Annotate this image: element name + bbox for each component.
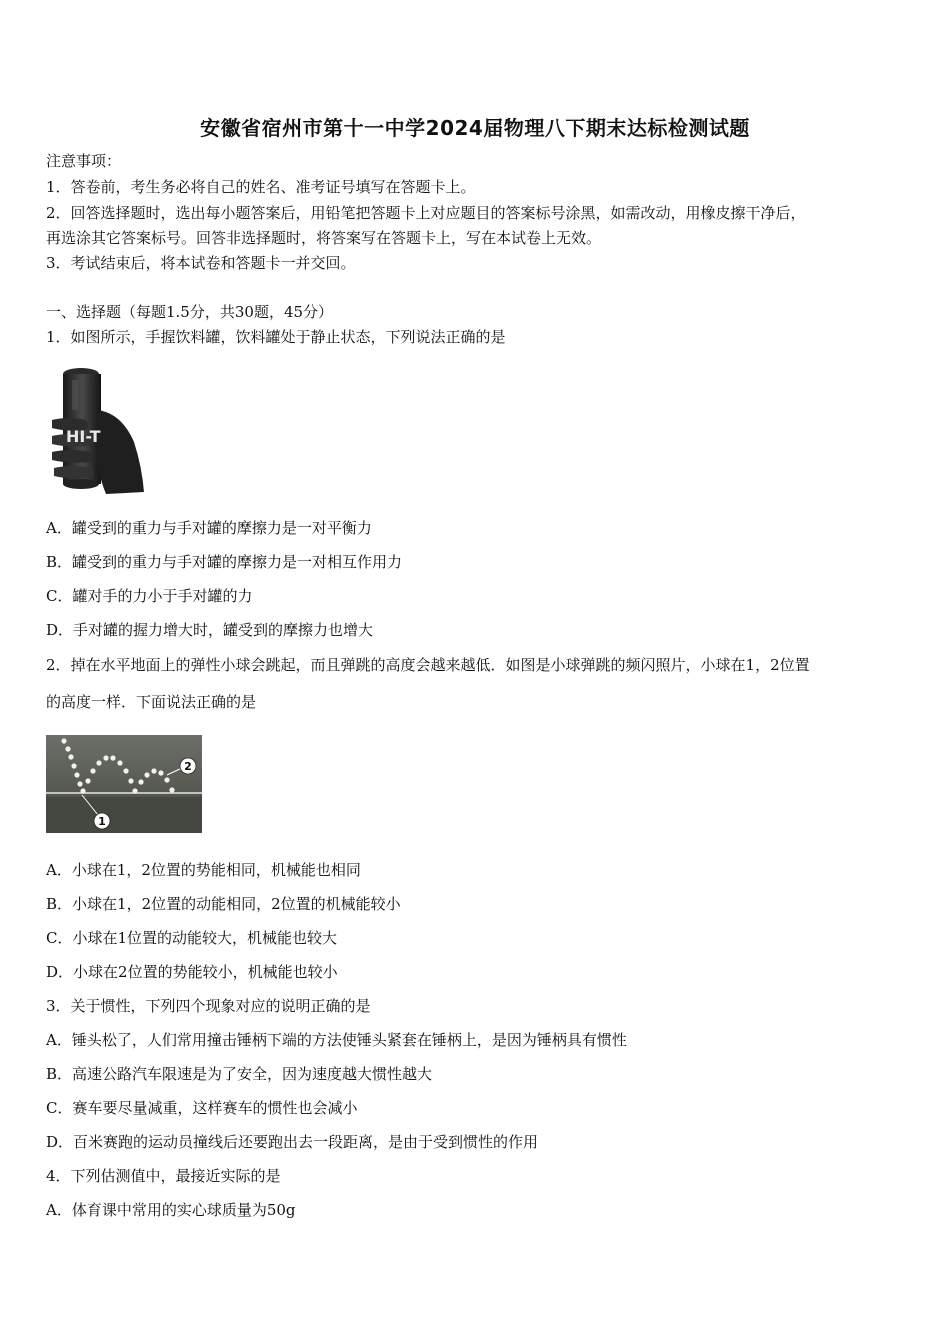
option: C．罐对手的力小于手对罐的力 — [46, 587, 253, 605]
section-heading: 一、选择题（每题1.5分，共30题，45分） — [46, 303, 334, 321]
option: A．锤头松了，人们常用撞击锤柄下端的方法使锤头紧套在锤柄上，是因为锤柄具有惯性 — [46, 1031, 627, 1049]
question-2-stem-cont: 的高度一样．下面说法正确的是 — [46, 693, 257, 711]
notice-item: 3．考试结束后，将本试卷和答题卡一并交回。 — [46, 254, 356, 272]
notice-item: 2．回答选择题时，选出每小题答案后，用铅笔把答题卡上对应题目的答案标号涂黑，如需改动，用橡皮擦干净后， — [46, 204, 806, 222]
option: D．手对罐的握力增大时，罐受到的摩擦力也增大 — [46, 621, 374, 639]
notice-item: 再选涂其它答案标号。回答非选择题时，将答案写在答题卡上，写在本试卷上无效。 — [46, 229, 602, 247]
option: A．罐受到的重力与手对罐的摩擦力是一对平衡力 — [46, 519, 372, 537]
position-2-label: 2 — [184, 760, 192, 773]
option: D．百米赛跑的运动员撞线后还要跑出去一段距离，是由于受到惯性的作用 — [46, 1133, 539, 1151]
option: B．小球在1，2位置的动能相同，2位置的机械能较小 — [46, 895, 401, 913]
can-label-text: HI-T — [66, 427, 101, 446]
question-3-stem: 3．关于惯性，下列四个现象对应的说明正确的是 — [46, 997, 371, 1015]
option: A．小球在1，2位置的势能相同，机械能也相同 — [46, 861, 361, 879]
option: D．小球在2位置的势能较小，机械能也较小 — [46, 963, 338, 981]
option: C．小球在1位置的动能较大，机械能也较大 — [46, 929, 338, 947]
notice-heading: 注意事项： — [46, 152, 122, 170]
option: A．体育课中常用的实心球质量为50g — [46, 1201, 296, 1219]
bouncing-ball-photo — [46, 735, 202, 833]
page-title: 安徽省宿州市第十一中学2024届物理八下期末达标检测试题 — [200, 116, 750, 140]
question-4-stem: 4．下列估测值中，最接近实际的是 — [46, 1167, 281, 1185]
hand-holding-can-image — [46, 362, 146, 497]
notice-item: 1．答卷前，考生务必将自己的姓名、准考证号填写在答题卡上。 — [46, 178, 476, 196]
question-2-stem: 2．掉在水平地面上的弹性小球会跳起，而且弹跳的高度会越来越低．如图是小球弹跳的频闪照片，小球在1，2位置 — [46, 656, 810, 674]
question-1-stem: 1．如图所示，手握饮料罐，饮料罐处于静止状态，下列说法正确的是 — [46, 328, 506, 346]
position-1-label: 1 — [98, 815, 106, 828]
option: B．罐受到的重力与手对罐的摩擦力是一对相互作用力 — [46, 553, 403, 571]
option: B．高速公路汽车限速是为了安全，因为速度越大惯性越大 — [46, 1065, 433, 1083]
option: C．赛车要尽量减重，这样赛车的惯性也会减小 — [46, 1099, 358, 1117]
